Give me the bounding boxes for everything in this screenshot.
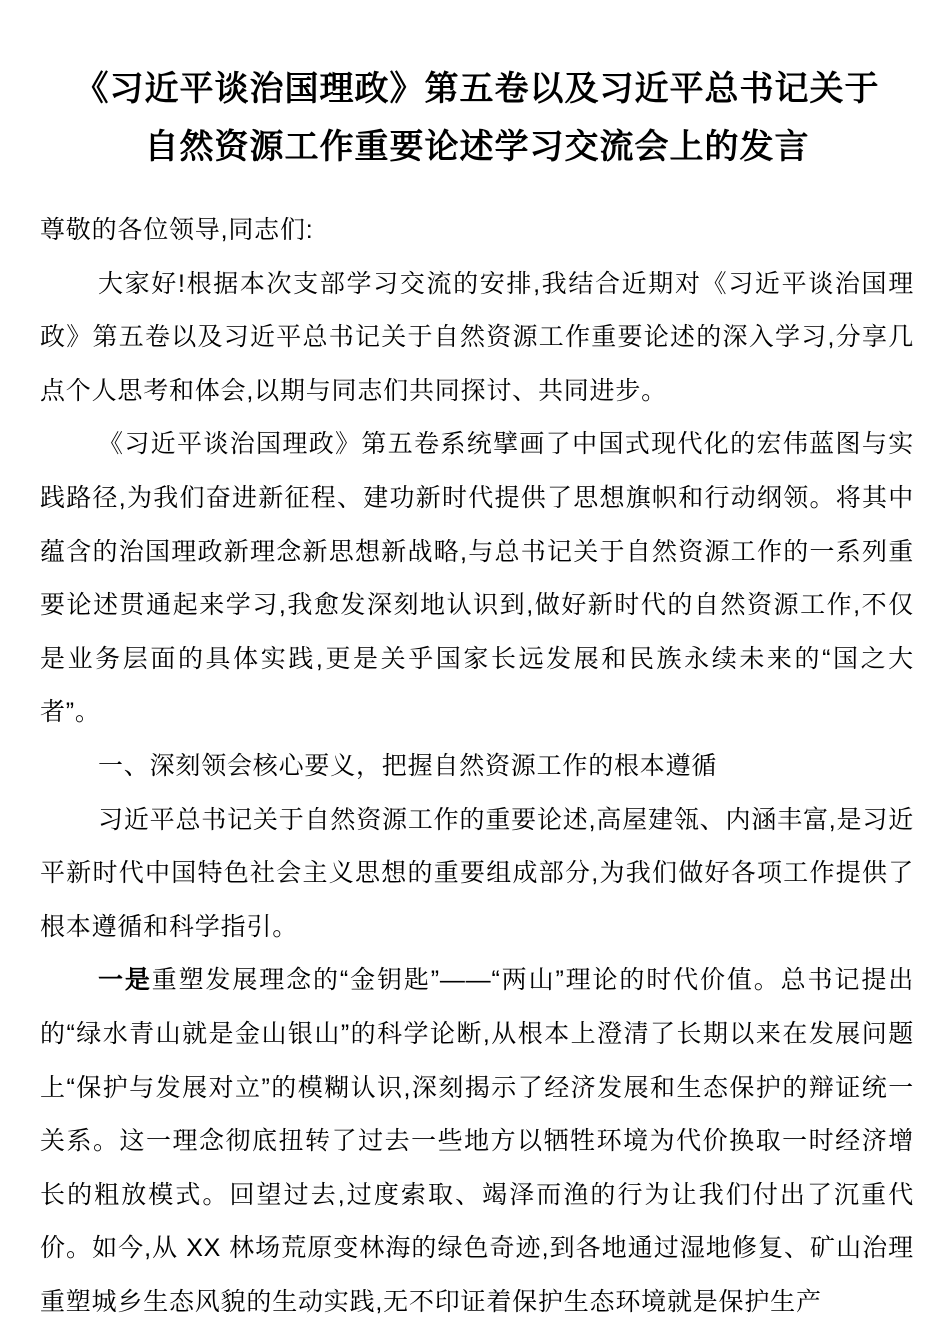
paragraph: 习近平总书记关于自然资源工作的重要论述,高屋建瓴、内涵丰富,是习近平新时代中国特色社会主义思想的重要组成部分,为我们做好各项工作提供了根本遵循和科学指引。 <box>40 805 914 941</box>
section-heading: 一、深刻领会核心要义，把握自然资源工作的根本遵循 <box>98 751 718 780</box>
document-title-line-1: 《习近平谈治国理政》第五卷以及习近平总书记关于 <box>74 70 880 108</box>
paragraph: 大家好!根据本次支部学习交流的安排,我结合近期对《习近平谈治国理政》第五卷以及习近平总书记关于自然资源工作重要论述的深入学习,分享几点个人思考和体会,以期与同志们共同探讨、共同进步。 <box>40 269 914 405</box>
document-title <box>40 60 914 176</box>
document-body <box>40 204 914 1329</box>
document-title-line-2: 自然资源工作重要论述学习交流会上的发言 <box>144 128 810 166</box>
paragraph: 《习近平谈治国理政》第五卷系统擘画了中国式现代化的宏伟蓝图与实践路径,为我们奋进新征程、建功新时代提供了思想旗帜和行动纲领。将其中蕴含的治国理政新理念新思想新战略,与总书记关于自然资源工作的一系列重要论述贯通起来学习,我愈发深刻地认识到,做好新时代的自然资源工作,不仅是业务层面的具体实践,更是关乎国家长远发展和民族永续未来的“国之大者”。 <box>40 430 914 727</box>
document-content <box>0 60 950 1329</box>
bold-lead: 一是 <box>98 966 152 995</box>
paragraph: 一是重塑发展理念的“金钥匙”——“两山”理论的时代价值。总书记提出的“绿水青山就是金山银山”的科学论断,从根本上澄清了长期以来在发展问题上“保护与发展对立”的模糊认识,深刻揭示了经济发展和生态保护的辩证统一关系。这一理念彻底扭转了过去一些地方以牺牲环境为代价换取一时经济增长的粗放模式。回望过去,过度索取、竭泽而渔的行为让我们付出了沉重代价。如今,从 XX 林场荒原变林海的绿色奇迹,到各地通过湿地修复、矿山治理重塑城乡生态风貌的生动实践,无不印证着保护生态环境就是保护生产 <box>40 966 914 1316</box>
paragraph: 尊敬的各位领导,同志们: <box>40 216 314 244</box>
